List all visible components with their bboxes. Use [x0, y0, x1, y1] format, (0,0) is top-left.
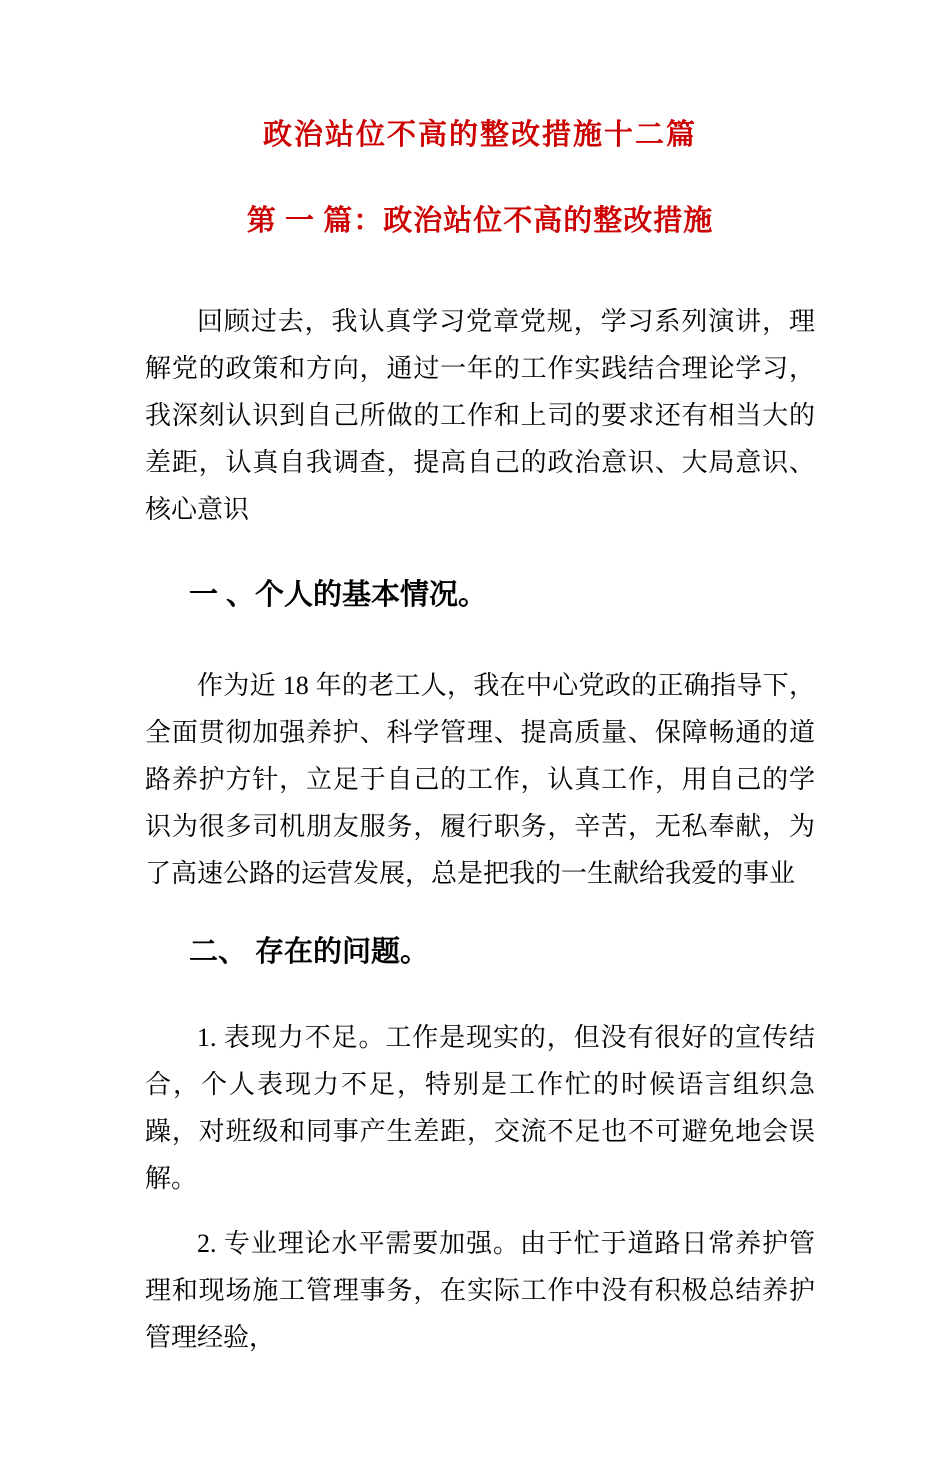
heading-existing-problems: 二、 存在的问题。 [189, 936, 430, 968]
paragraph-intro: 回顾过去，我认真学习党章党规，学习系列演讲，理解党的政策和方向，通过一年的工作实践结合理论学习，我深刻认识到自己所做的工作和上司的要求还有相当大的差距，认真自我调查，提高自己的政治意识、大局意识、核心意识 [145, 307, 815, 524]
document-title: 政治站位不高的整改措施十二篇 [262, 119, 697, 151]
paragraph-basic-situation: 作为近 18 年的老工人，我在中心党政的正确指导下，全面贯彻加强养护、科学管理、提高质量、保障畅通的道路养护方针，立足于自己的工作，认真工作，用自己的学识为很多司机朋友服务，履行职务，辛苦，无私奉献，为了高速公路的运营发展，总是把我的一生献给我爱的事业 [145, 671, 815, 888]
document-page [0, 118, 950, 1462]
heading-basic-situation: 一 、个人的基本情况。 [189, 579, 488, 611]
paragraph-problem-1: 1. 表现力不足。工作是现实的，但没有很好的宣传结合，个人表现力不足，特别是工作忙的时候语言组织急躁，对班级和同事产生差距，交流不足也不可避免地会误解。 [145, 1023, 815, 1193]
paragraph-problem-2: 2. 专业理论水平需要加强。由于忙于道路日常养护管理和现场施工管理事务，在实际工作中没有积极总结养护管理经验， [145, 1229, 815, 1352]
chapter-title: 第 一 篇：政治站位不高的整改措施 [246, 205, 714, 237]
